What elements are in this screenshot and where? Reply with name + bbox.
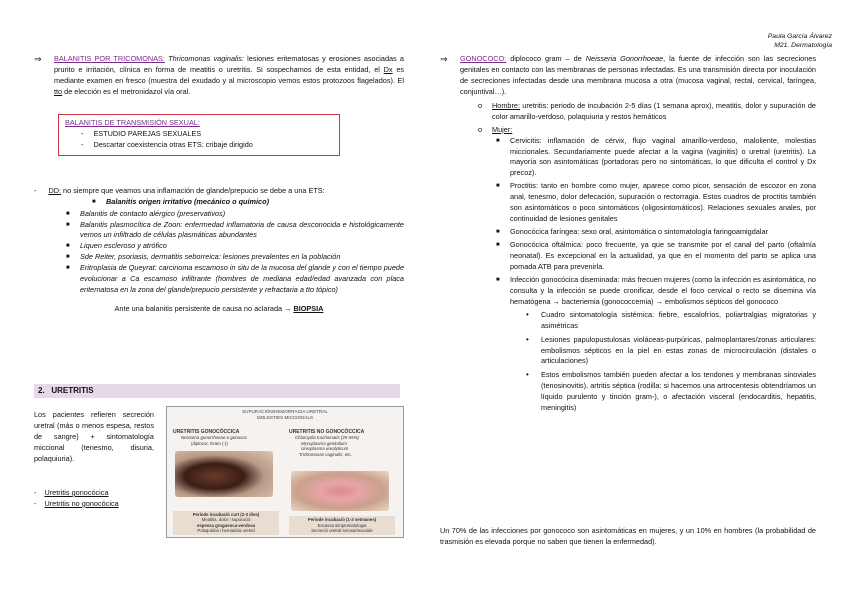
subject: M21. Dermatología bbox=[774, 42, 832, 50]
double-arrow-icon: ⇒ bbox=[440, 54, 448, 64]
uretritis-types bbox=[34, 488, 164, 510]
section-heading-uretritis: 2. URETRITIS bbox=[34, 384, 400, 398]
biopsia-term: BIOPSIA bbox=[293, 304, 324, 314]
gonococo-title: GONOCOCO: bbox=[460, 54, 507, 63]
gonococcica-photo bbox=[175, 451, 273, 497]
diseminada-list bbox=[526, 310, 816, 414]
figure-title: SUPURACIÓN/HEMORRAGIA URETRAL MOLESTIES MICCIONALS bbox=[242, 409, 328, 420]
list-item: ■ Sde Reiter, psoriasis, dermatitis seborreica: lesiones prevalentes en la población bbox=[66, 252, 341, 262]
double-arrow-icon: ⇒ bbox=[34, 54, 42, 64]
ets-box-list bbox=[81, 129, 333, 151]
list-item: ■ Infección gonocócica diseminada: más frecuen mujeres (como la infección es asintomática, no consulta y la infección se puede cronificar, desde el foco cervical o recto se disemina vía hematógena → bacteriemia (gonococcemia) → embolismos sépticos del gonococo bbox=[496, 274, 816, 306]
left-column bbox=[34, 54, 404, 315]
dd-list bbox=[66, 209, 404, 297]
list-item: • Estos embolismos también pueden afectar a los tendones y membranas sinoviales (tenosinovitis), artritis séptica (rodilla: si hacemos una artrocentesis obtendríamos un líquido purulento y tinción gram-), o afectación visceral (endocarditis, hepatitis, meningitis) bbox=[526, 370, 816, 413]
figure-no-gonococcica: URETRITIS NO GONOCÒCCICA Chlamydia trachomatis (25-55%) Mycoplasma genitalium Ureaplasma urealyticum Trichomonas vaginalis, etc. Període incubació (1-3 setmanes) Escassa simptomatologia Secreció uretral serosa/mucoide bbox=[289, 429, 399, 535]
organism: Thricomonas vaginalis: bbox=[168, 54, 244, 63]
list-item: ■ Eritroplasia de Queyrat: carcinoma escamoso in situ de la mucosa del glande y con el tiempo puede evolucionar a Ca escamoso infiltrante (hombres de mediana edad/edad avanzada con placa eritematosa en la zona del glande/prepucio persistente y refractaria a tto tópico) bbox=[66, 263, 404, 295]
uretritis-figure bbox=[166, 406, 404, 538]
list-item: - Descartar coexistencia otras ETS: cribaje dirigido bbox=[81, 139, 253, 149]
ets-box bbox=[58, 114, 340, 156]
biopsy-conclusion: Ante una balanitis persistente de causa no aclarada → BIOPSIA bbox=[114, 304, 324, 314]
right-arrow-icon: → bbox=[284, 304, 292, 314]
list-item: - Uretritis gonocócica bbox=[34, 488, 109, 497]
mujer-list bbox=[496, 136, 816, 308]
no-gonococcica-photo bbox=[291, 471, 389, 511]
mujer-item: o Mujer: bbox=[478, 124, 513, 134]
list-item: ■ Liquen escleroso y atrófico bbox=[66, 241, 167, 251]
tto-term: tto bbox=[54, 86, 63, 96]
right-column bbox=[440, 54, 816, 417]
dd-first-item: ■ Balanitis origen irritativo (mecánico o químico) bbox=[92, 196, 269, 206]
differential-diagnosis: - DD: no siempre que veamos una inflamación de glande/prepucio se debe a una ETS: ■ Balanitis origen irritativo (mecánico o químico) ■ Balanitis de contacto alérgico (preservativos) ■ Balanitis plasmocítica de Zoon: enfermedad inflamatoria de causa desconocida e histológicamente vemos un infiltrado de células plasmáticas abundantes ■ Liquen escleroso y atrófico ■ Sde Reiter, psoriasis, dermatitis seborreica: lesiones prevalentes en la población ■ Eritroplasia de Queyrat: carcinoma escamoso in situ de la mucosa del glande y con el tiempo puede evolucionar a Ca escamoso infiltrante (hombres de mediana edad/edad avanzada con placa eritematosa en la zona del glande/prepucio persistente y refractaria a tto tópico) Ante una balanitis persistente de causa no aclarada → BIOPSIA bbox=[34, 185, 404, 314]
list-item: • Cuadro sintomatología sistémica: fiebre, escalofríos, poliartralgias migratorias y asimétricas bbox=[526, 309, 816, 330]
list-item: • Lesiones papulopustulosas violáceas-purpúricas, palmoplantares/zonas articulares: embolismos sépticos en la piel en estas zonas de microcirculación (distales o articulaciones) bbox=[526, 334, 816, 366]
author: Paula García Álvarez bbox=[767, 33, 832, 40]
list-item: ■ Gonocócica oftálmica: poco frecuente, ya que se transmite por el canal del parto (oftalmía neonatal). Es excepcional en la actualidad, ya que en el momento del parto se aplica una pomada ATB para prevenirla. bbox=[496, 240, 816, 271]
hombre-item: o Hombre: uretritis: periodo de incubación 2-5 días (1 semana aprox), meatitis, dolor y supuración de color amarillo-verdoso, polaquiuria y restos hemáticos bbox=[478, 100, 816, 121]
gonococo-paragraph: ⇒ GONOCOCO: diplococo gram – de Neisseria Gonorrhoeae, la fuente de infección son las secreciones genitales en contacto con las membranas de personas infectadas. Es una transmisión directa por inoculación de secreciones infectadas desde una membrana mucosa a otra (mucosa vaginal, rectal, cervical, faríngea, conjuntival…). bbox=[440, 54, 816, 96]
figure-gonococcica: URETRITIS GONOCÒCCICA Neisseria gonorrhoeae o gonococ (diplococ Gram (-)) Període incubació curt (2-3 dies) Meatitis, dolor i supuració espessa groguenca-verdosa Polaquiúria i hematúria uretral bbox=[173, 429, 283, 535]
final-paragraph: Un 70% de las infecciones por gonococo son asintomáticas en mujeres, y un 10% en hombres (la probabilidad de trasmisión es elevada porque no saben que tienen la enfermedad). bbox=[440, 526, 816, 546]
uretritis-paragraph: Los pacientes refieren secreción uretral (más o menos espesa, restos de sangre) + sintomatología miccional (tenesmo, disuria, polaquiuria). bbox=[34, 410, 154, 463]
page-header bbox=[768, 32, 832, 50]
list-item: - ESTUDIO PAREJAS SEXUALES bbox=[81, 128, 202, 138]
list-item: ■ Balanitis plasmocítica de Zoon: enfermedad inflamatoria de causa desconocida e histológicamente vemos un infiltrado de células plasmáticas abundantes bbox=[66, 219, 404, 240]
list-item: ■ Proctitis: tanto en hombre como mujer, aparece como picor, sensación de escozor en zona anal, tenesmo, dolor defecación, supuración o rectorragia. Estos cuadros de proctitis también son asintomáticos o poco sintomáticos (oligosintomáticos). Relaciones sexuales anales, por continuidad de lesiones genitales bbox=[496, 181, 816, 224]
list-item: ■ Balanitis de contacto alérgico (preservativos) bbox=[66, 208, 226, 218]
dx-term: Dx bbox=[383, 64, 393, 74]
list-item: ■ Gonocócica faríngea: sexo oral, asintomática o sintomatología faringoamigdalar bbox=[496, 227, 768, 237]
list-item: - Uretritis no gonocócica bbox=[34, 498, 119, 508]
dd-label: DD: bbox=[48, 185, 62, 195]
ets-box-title: BALANITIS DE TRANSMISIÓN SEXUAL: bbox=[65, 117, 200, 127]
balanitis-tricomonas-title: BALANITIS POR TRICOMONAS: bbox=[54, 54, 165, 63]
balanitis-tricomonas-paragraph: ⇒ BALANITIS POR TRICOMONAS: Thricomonas vaginalis: lesiones eritematosas y erosiones asociadas a prurito e irritación, clínica en forma de meatitis o uretritis. Si sospechamos de esta entidad, el Dx es mediante examen en fresco (muestra del exudado y al microscopio vemos estos protozoos flagelados). El tto de elección es el metronidazol vía oral. bbox=[34, 54, 405, 96]
list-item: ■ Cervicitis: inflamación de cérvix, flujo vaginal amarillo-verdoso, maloliente, molestias miccionales. Secundariamente puede afectar a la vagina (vaginitis) o uretral (uretritis). La mayoría son asintomáticas (portadoras pero no sintomáticas, lo que dificulta el control y Dx precoz). bbox=[496, 135, 816, 178]
